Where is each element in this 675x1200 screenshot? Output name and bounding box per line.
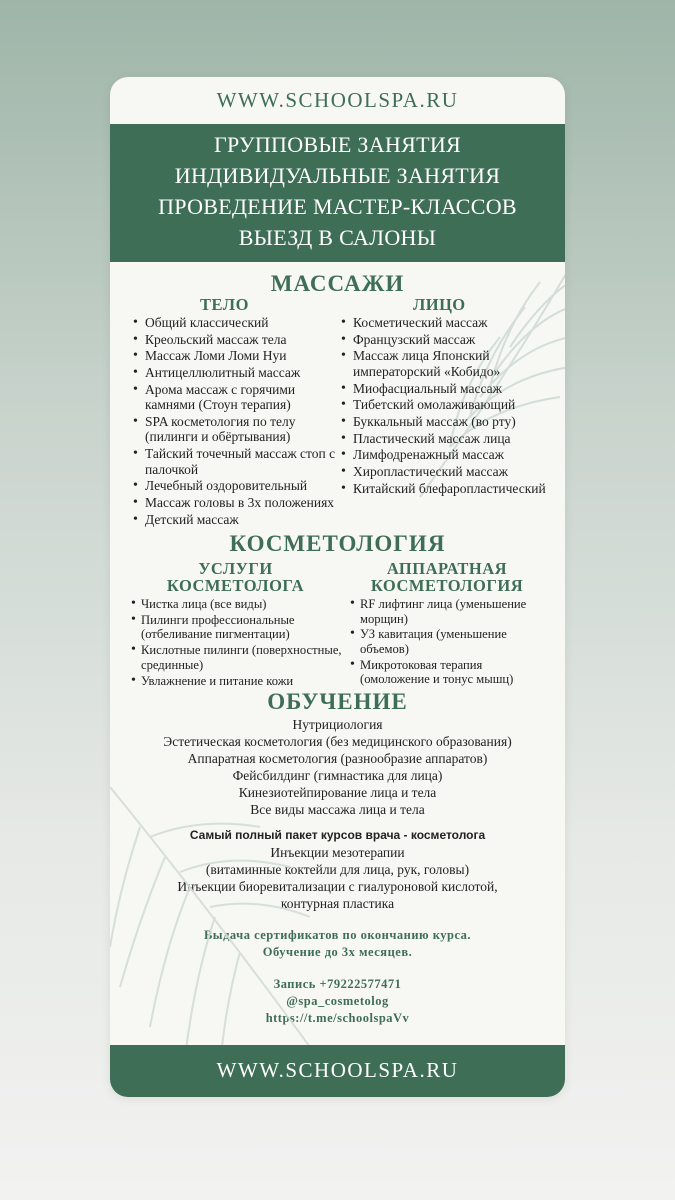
list-item: • Массаж головы в 3х положениях xyxy=(130,495,345,511)
hardware-cosmetology-title-1: АППАРАТНАЯ xyxy=(386,559,508,578)
list-item: • УЗ кавитация (уменьшение объемов) xyxy=(347,627,547,656)
list-item: • Креольский массаж тела xyxy=(130,332,345,348)
list-item: • Детский массаж xyxy=(130,512,345,528)
cosmetologist-services-list xyxy=(128,597,343,688)
list-item: • Увлажнение и питание кожи xyxy=(128,674,343,689)
telegram-link[interactable]: https://t.me/schoolspaVv xyxy=(265,1011,410,1025)
list-item: • Кислотные пилинги (поверхностные, срединные) xyxy=(128,643,343,672)
package-title: Самый полный пакет курсов врача - косметолога xyxy=(189,828,486,842)
training-line: Фейсбилдинг (гимнастика для лица) xyxy=(232,768,443,783)
list-item: • Лимфодренажный массаж xyxy=(338,447,553,463)
list-item: • RF лифтинг лица (уменьшение морщин) xyxy=(347,597,547,626)
flyer-card xyxy=(110,77,565,1097)
package-line: Инъекции биоревитализации с гиалуроновой кислотой, xyxy=(177,879,498,894)
cosmetologist-services-title-1: УСЛУГИ xyxy=(198,559,273,578)
list-item: • Лечебный оздоровительный xyxy=(130,478,345,494)
band-line: ГРУППОВЫЕ ЗАНЯТИЯ xyxy=(213,132,461,157)
training-list xyxy=(110,716,565,818)
list-item: • Пластический массаж лица xyxy=(338,431,553,447)
training-line: Все виды массажа лица и тела xyxy=(250,802,425,817)
list-item: • Массаж Ломи Ломи Нуи xyxy=(130,348,345,364)
list-item: • Миофасциальный массаж xyxy=(338,381,553,397)
list-item: • Арома массаж с горячими камнями (Стоун терапия) xyxy=(130,382,345,413)
instagram-link[interactable]: @spa_cosmetolog xyxy=(286,994,389,1008)
list-item: • Микротоковая терапия (омоложение и тонус мышц) xyxy=(347,658,547,687)
hardware-cosmetology-title-2: КОСМЕТОЛОГИЯ xyxy=(370,576,524,595)
services-band xyxy=(110,124,565,262)
list-item: • Чистка лица (все виды) xyxy=(128,597,343,612)
band-line: ВЫЕЗД В САЛОНЫ xyxy=(238,225,437,250)
body-list xyxy=(130,315,345,527)
cosmetologist-services-title-2: КОСМЕТОЛОГА xyxy=(166,576,305,595)
package-line: Инъекции мезотерапии xyxy=(270,845,405,860)
face-title: ЛИЦО xyxy=(413,295,466,314)
footer-url[interactable]: WWW.SCHOOLSPA.RU xyxy=(110,1045,565,1097)
list-item: • Буккальный массаж (во рту) xyxy=(338,414,553,430)
training-line: Аппаратная косметология (разнообразие аппаратов) xyxy=(187,751,488,766)
face-list xyxy=(338,315,553,496)
list-item: • Косметический массаж xyxy=(338,315,553,331)
training-line: Эстетическая косметология (без медицинского образования) xyxy=(163,734,512,749)
band-line: ИНДИВИДУАЛЬНЫЕ ЗАНЯТИЯ xyxy=(174,163,501,188)
body-title: ТЕЛО xyxy=(200,295,249,314)
certificate-block xyxy=(110,927,565,961)
massage-columns xyxy=(110,295,565,527)
massage-title: МАССАЖИ xyxy=(270,271,405,296)
list-item: • Общий классический xyxy=(130,315,345,331)
contacts-block xyxy=(110,976,565,1027)
body-column xyxy=(130,296,345,528)
list-item: • Тайский точечный массаж стоп с палочкой xyxy=(130,446,345,477)
hardware-cosmetology-column xyxy=(347,556,547,688)
hardware-cosmetology-list xyxy=(347,597,547,687)
certificate-line: Выдача сертификатов по окончанию курса. xyxy=(203,928,472,942)
header-url[interactable]: WWW.SCHOOLSPA.RU xyxy=(216,88,459,112)
list-item: • Французский массаж xyxy=(338,332,553,348)
list-item: • Тибетский омолаживающий xyxy=(338,397,553,413)
list-item: • SPA косметология по телу (пилинги и обёртывания) xyxy=(130,414,345,445)
face-column xyxy=(338,296,553,497)
list-item: • Хиропластический массаж xyxy=(338,464,553,480)
cosmetologist-services-column xyxy=(128,556,343,689)
package-line: (витаминные коктейли для лица, рук, головы) xyxy=(205,862,470,877)
training-title: ОБУЧЕНИЕ xyxy=(267,689,408,714)
certificate-line: Обучение до 3х месяцев. xyxy=(262,945,413,959)
package-line: контурная пластика xyxy=(280,896,395,911)
band-line: ПРОВЕДЕНИЕ МАСТЕР-КЛАССОВ xyxy=(158,194,517,219)
list-item: • Китайский блефаропластический xyxy=(338,481,553,497)
phone-link[interactable]: Запись +79222577471 xyxy=(273,977,402,991)
list-item: • Антицеллюлитный массаж xyxy=(130,365,345,381)
list-item: • Массаж лица Японский императорский «Кобидо» xyxy=(338,348,553,379)
list-item: • Пилинги профессиональные (отбеливание пигментации) xyxy=(128,613,343,642)
cosmetology-columns xyxy=(110,556,565,688)
cosmetology-title: КОСМЕТОЛОГИЯ xyxy=(229,531,446,556)
package-block xyxy=(110,827,565,912)
training-line: Нутрициология xyxy=(292,717,383,732)
training-line: Кинезиотейпирование лица и тела xyxy=(238,785,437,800)
